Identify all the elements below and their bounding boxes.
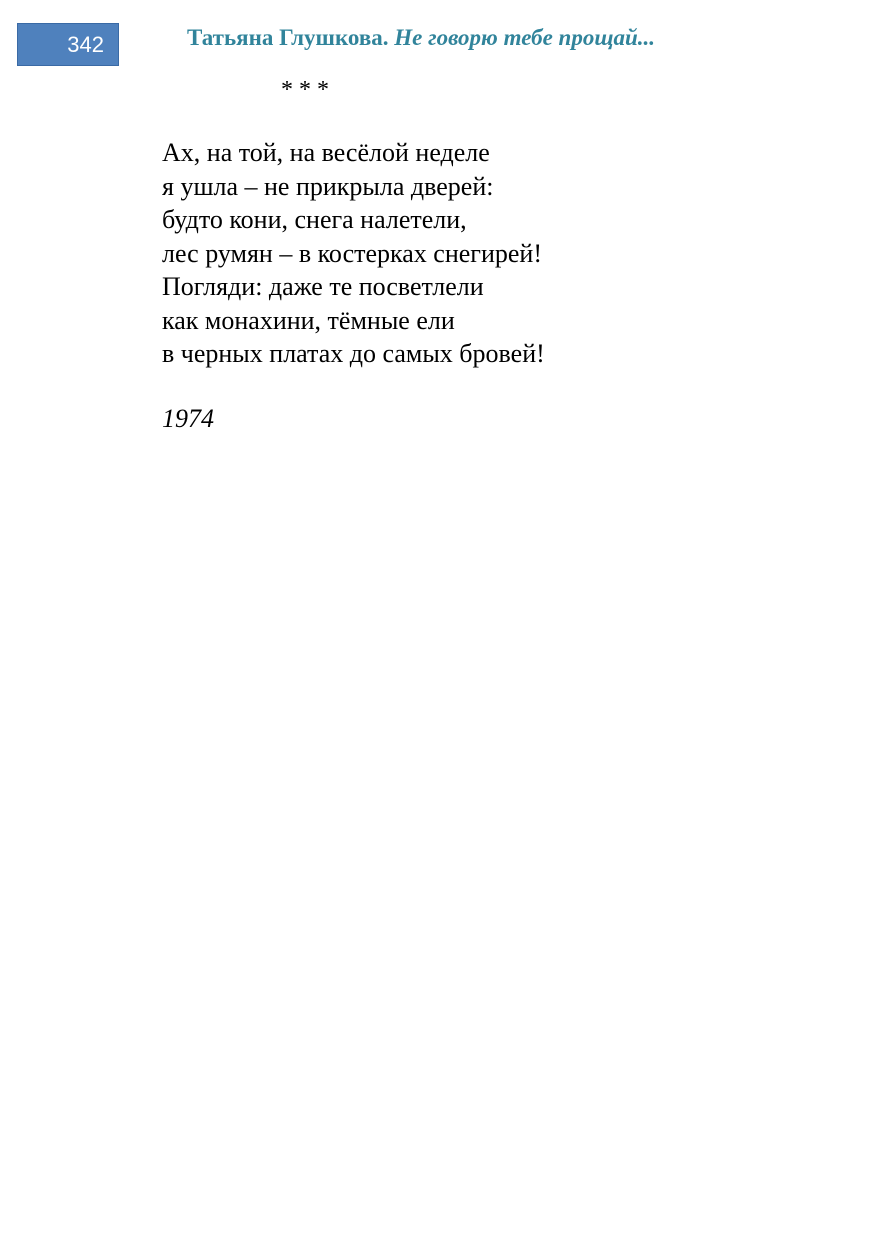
header-title: Не говорю тебе прощай... [394, 25, 656, 50]
page-number-badge [17, 23, 119, 66]
header-author: Татьяна Глушкова. [187, 25, 389, 50]
page-number: 342 [67, 32, 104, 57]
poem-line: Погляди: даже те посветлели [162, 272, 484, 301]
poem-line: я ушла – не прикрыла дверей: [162, 171, 494, 201]
poem-separator: * * * [281, 77, 329, 103]
poem-line: как монахини, тёмные ели [162, 305, 455, 335]
poem-body [162, 136, 545, 371]
poem-line: в черных платах до самых бровей! [162, 339, 545, 368]
poem-line: будто кони, снега налетели, [162, 205, 467, 234]
poem-date: 1974 [162, 404, 214, 433]
poem-line: лес румян – в костерках снегирей! [162, 238, 542, 268]
poem-line: Ах, на той, на весёлой неделе [162, 138, 490, 167]
running-header [187, 24, 655, 52]
